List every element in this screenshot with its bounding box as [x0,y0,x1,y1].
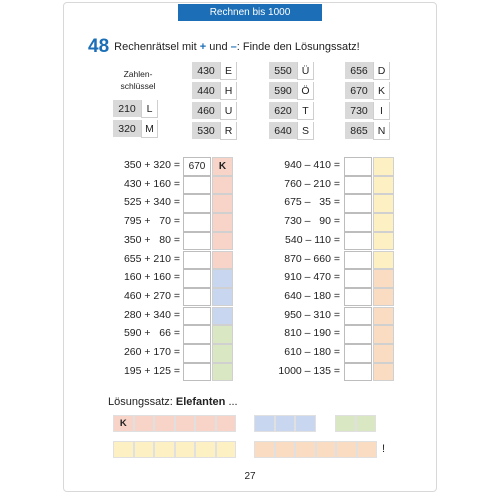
solution-cell[interactable] [336,441,357,458]
solution-cell[interactable] [335,415,356,432]
key-number: 460 [192,102,220,120]
solution-cell[interactable] [254,415,275,432]
key-row [345,82,390,100]
answer-box[interactable] [183,251,211,270]
answer-box[interactable] [344,269,372,288]
task-number: 48 [88,36,110,57]
key-row [269,62,314,80]
letter-box[interactable] [212,325,233,344]
letter-box[interactable] [212,307,233,326]
solution-end-mark: ! [382,443,386,455]
equation: 730 – 90 = [284,215,340,228]
key-row [269,82,314,100]
answer-box[interactable] [344,213,372,232]
solution-cell[interactable] [154,415,175,432]
key-letter: I [373,102,390,120]
key-letter: M [141,120,158,138]
key-number: 656 [345,62,373,80]
answer-box[interactable] [183,288,211,307]
key-number: 730 [345,102,373,120]
answer-box[interactable] [183,363,211,382]
key-row [113,100,158,118]
answer-box[interactable] [183,344,211,363]
equation: 350 + 80 = [123,233,180,246]
solution-cell[interactable] [195,441,216,458]
letter-box[interactable] [373,363,394,382]
equation: 655 + 210 = [123,252,180,265]
key-letter: L [141,100,158,118]
key-row [345,102,390,120]
letter-box[interactable] [212,176,233,195]
answer-box[interactable] [344,363,372,382]
letter-box[interactable] [373,213,394,232]
solution-cell[interactable] [295,415,316,432]
letter-box[interactable] [212,288,233,307]
answer-box[interactable] [183,232,211,251]
solution-cell[interactable] [154,441,175,458]
task-heading [88,36,360,58]
key-number: 670 [345,82,373,100]
equation: 590 + 66 = [123,327,180,340]
solution-cell[interactable] [254,441,275,458]
solution-cell[interactable] [216,415,237,432]
solution-cell[interactable] [316,441,337,458]
key-letter: S [297,122,314,140]
key-row [192,82,237,100]
letter-box[interactable] [373,288,394,307]
answer-box[interactable] [344,176,372,195]
letter-box[interactable] [373,176,394,195]
key-number: 640 [269,122,297,140]
key-letter: Ö [297,82,314,100]
answer-box[interactable] [344,251,372,270]
letter-box[interactable] [212,194,233,213]
answer-box[interactable] [183,325,211,344]
letter-box[interactable] [373,269,394,288]
key-row [269,102,314,120]
key-letter: R [220,122,237,140]
answer-box[interactable] [344,325,372,344]
solution-cell[interactable]: K [113,415,134,432]
equation: 640 – 180 = [284,289,340,302]
letter-box[interactable] [373,194,394,213]
answer-box[interactable] [344,232,372,251]
equation: 540 – 110 = [285,233,340,246]
solution-label: Lösungssatz: Elefanten ... [108,396,238,408]
answer-box[interactable] [344,157,372,176]
answer-box[interactable] [183,213,211,232]
letter-box[interactable] [212,232,233,251]
equation: 160 + 160 = [123,271,180,284]
equation: 675 – 35 = [284,196,340,209]
equation: 460 + 270 = [123,289,180,302]
answer-box[interactable] [183,307,211,326]
solution-cell[interactable] [175,441,196,458]
solution-cell[interactable] [275,441,296,458]
key-number: 210 [113,100,141,118]
key-number: 440 [192,82,220,100]
answer-box[interactable] [344,344,372,363]
key-row [269,122,314,140]
letter-box[interactable] [212,213,233,232]
letter-box[interactable]: K [212,157,233,176]
key-letter: K [373,82,390,100]
equation: 1000 – 135 = [278,364,340,377]
equation: 260 + 170 = [123,346,180,358]
letter-box[interactable] [373,232,394,251]
letter-box[interactable] [373,344,394,363]
equation: 810 – 190 = [284,327,340,340]
equation: 280 + 340 = [123,308,180,321]
key-number: 530 [192,122,220,140]
key-letter: D [373,62,390,80]
equation: 940 – 410 = [284,159,340,171]
key-row [345,122,390,140]
letter-box[interactable] [212,363,233,382]
page-number: 27 [244,471,256,482]
letter-box[interactable] [212,251,233,270]
answer-box[interactable] [344,307,372,326]
answer-box[interactable]: 670 [183,157,211,176]
equation: 950 – 310 = [284,308,340,321]
key-row [192,102,237,120]
key-row [192,122,237,140]
solution-cell[interactable] [134,441,155,458]
letter-box[interactable] [373,251,394,270]
solution-cell[interactable] [134,415,155,432]
equation: 795 + 70 = [123,215,180,228]
letter-box[interactable] [373,157,394,176]
equation: 195 + 125 = [123,364,180,377]
key-number: 620 [269,102,297,120]
key-number: 550 [269,62,297,80]
solution-cell[interactable] [195,415,216,432]
task-instruction: Rechenrätsel mit + und –: Finde den Lösungssatz! [114,41,360,53]
key-number: 320 [113,120,141,138]
header-bar: Rechnen bis 1000 [178,4,322,21]
letter-box[interactable] [212,269,233,288]
answer-box[interactable] [344,288,372,307]
solution-cell[interactable] [357,441,378,458]
solution-cell[interactable] [175,415,196,432]
solution-cell[interactable] [356,415,377,432]
key-number: 430 [192,62,220,80]
letter-box[interactable] [373,325,394,344]
solution-cell[interactable] [216,441,237,458]
equation: 910 – 470 = [284,271,340,284]
key-letter: H [220,82,237,100]
answer-box[interactable] [183,194,211,213]
key-letter: N [373,122,390,140]
key-row [345,62,390,80]
solution-cell[interactable] [295,441,316,458]
key-letter: E [220,62,237,80]
key-label: Zahlen- schlüssel [120,69,156,91]
key-row [192,62,237,80]
answer-box[interactable] [344,194,372,213]
key-letter: U [220,102,237,120]
equation: 350 + 320 = [123,159,180,171]
key-row [113,120,158,138]
solution-cell[interactable] [275,415,296,432]
equation: 870 – 660 = [284,252,340,265]
solution-cell[interactable] [113,441,134,458]
equation: 760 – 210 = [284,177,340,190]
answer-box[interactable] [183,269,211,288]
equation: 610 – 180 = [284,346,340,358]
equation: 430 + 160 = [123,177,180,190]
letter-box[interactable] [212,344,233,363]
key-letter: T [297,102,314,120]
letter-box[interactable] [373,307,394,326]
equation: 525 + 340 = [123,196,180,209]
answer-box[interactable] [183,176,211,195]
key-number: 865 [345,122,373,140]
key-number: 590 [269,82,297,100]
key-letter: Ü [297,62,314,80]
